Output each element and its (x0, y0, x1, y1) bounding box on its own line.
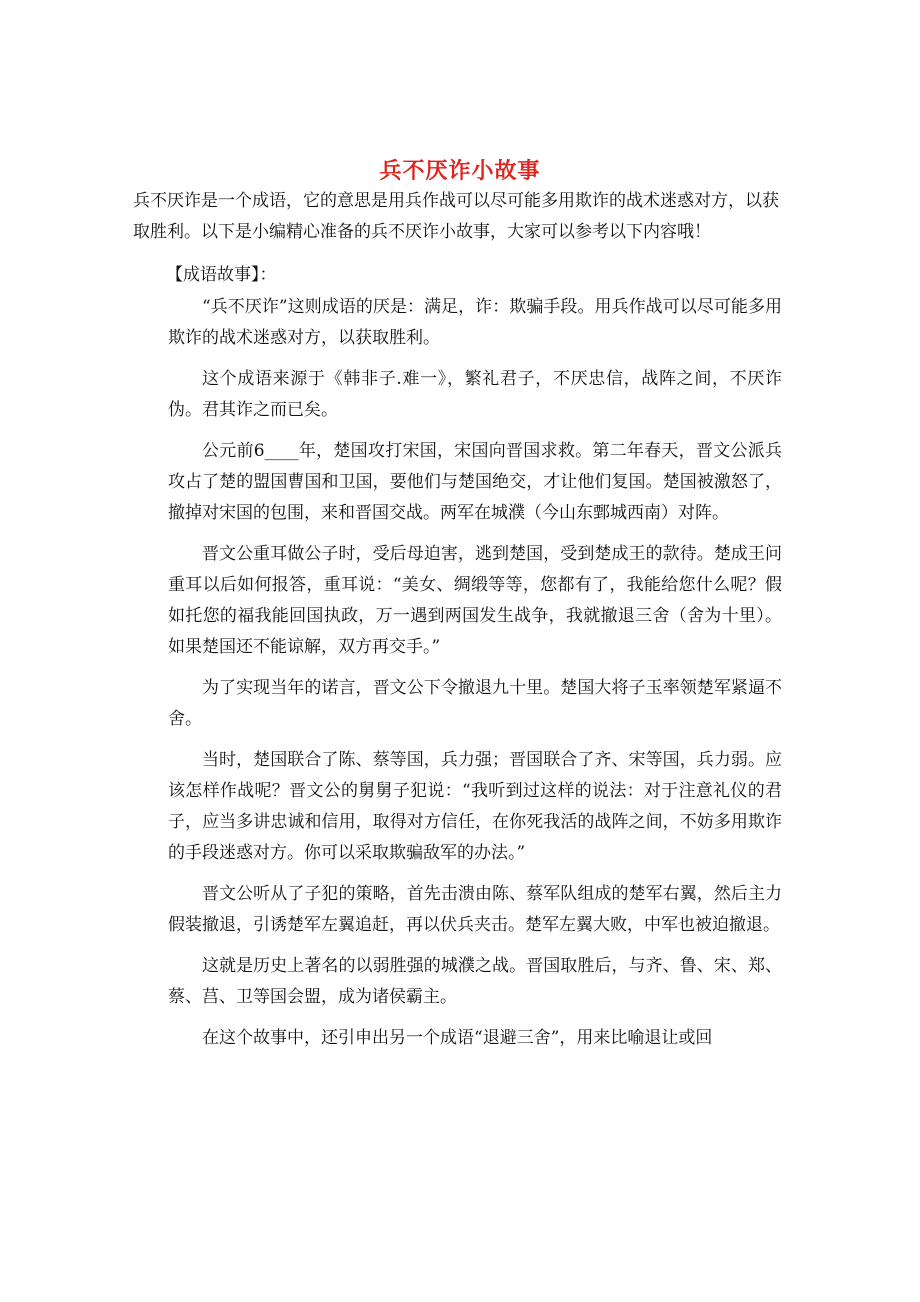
paragraph-6: 当时，楚国联合了陈、蔡等国，兵力强；晋国联合了齐、宋等国，兵力弱。应该怎样作战呢？晋文公的舅舅子犯说：“我听到过这样的说法：对于注意礼仪的君子，应当多讲忠诚和信用，取得对方信任，在你死我活的战阵之间，不妨多用欺诈的手段迷惑对方。你可以采取欺骗敌军的办法。” (168, 750, 782, 863)
paragraph-4: 晋文公重耳做公子时，受后母迫害，逃到楚国，受到楚成王的款待。楚成王问重耳以后如何报答，重耳说：“美女、绸缎等等，您都有了，我能给您什么呢？假如托您的福我能回国执政，万一遇到两国发生战争，我就撤退三舍（舍为十里）。如果楚国还不能谅解，双方再交手。” (168, 544, 782, 657)
story-body (168, 292, 782, 1064)
paragraph-2: 这个成语来源于《韩非子.难一》，繁礼君子，不厌忠信，战阵之间，不厌诈伪。君其诈之而已矣。 (168, 369, 782, 420)
intro-paragraph: 兵不厌诈是一个成语，它的意思是用兵作战可以尽可能多用欺诈的战术迷惑对方，以获取胜利。以下是小编精心准备的兵不厌诈小故事，大家可以参考以下内容哦！ (133, 191, 779, 242)
paragraph-1: “兵不厌诈”这则成语的厌是：满足，诈：欺骗手段。用兵作战可以尽可能多用欺诈的战术迷惑对方，以获取胜利。 (168, 297, 782, 348)
paragraph-3: 公元前6____年，楚国攻打宋国，宋国向晋国求救。第二年春天，晋文公派兵攻占了楚的盟国曹国和卫国，要他们与楚国绝交，才让他们复国。楚国被激怒了，撤掉对宋国的包围，来和晋国交战。两军在城濮（今山东鄄城西南）对阵。 (168, 441, 782, 523)
paragraph-9: 在这个故事中，还引申出另一个成语“退避三舍”，用来比喻退让或回 (202, 1028, 713, 1048)
paragraph-7: 晋文公听从了子犯的策略，首先击溃由陈、蔡军队组成的楚军右翼，然后主力假装撤退，引诱楚军左翼追赶，再以伏兵夹击。楚军左翼大败，中军也被迫撤退。 (168, 884, 782, 935)
section-label: 【成语故事】： (166, 265, 277, 285)
paragraph-5: 为了实现当年的诺言，晋文公下令撤退九十里。楚国大将子玉率领楚军紧逼不舍。 (168, 678, 782, 729)
paragraph-8: 这就是历史上著名的以弱胜强的城濮之战。晋国取胜后，与齐、鲁、宋、郑、蔡、莒、卫等国会盟，成为诸侯霸主。 (168, 956, 782, 1007)
page-title: 兵不厌诈小故事 (379, 157, 541, 184)
